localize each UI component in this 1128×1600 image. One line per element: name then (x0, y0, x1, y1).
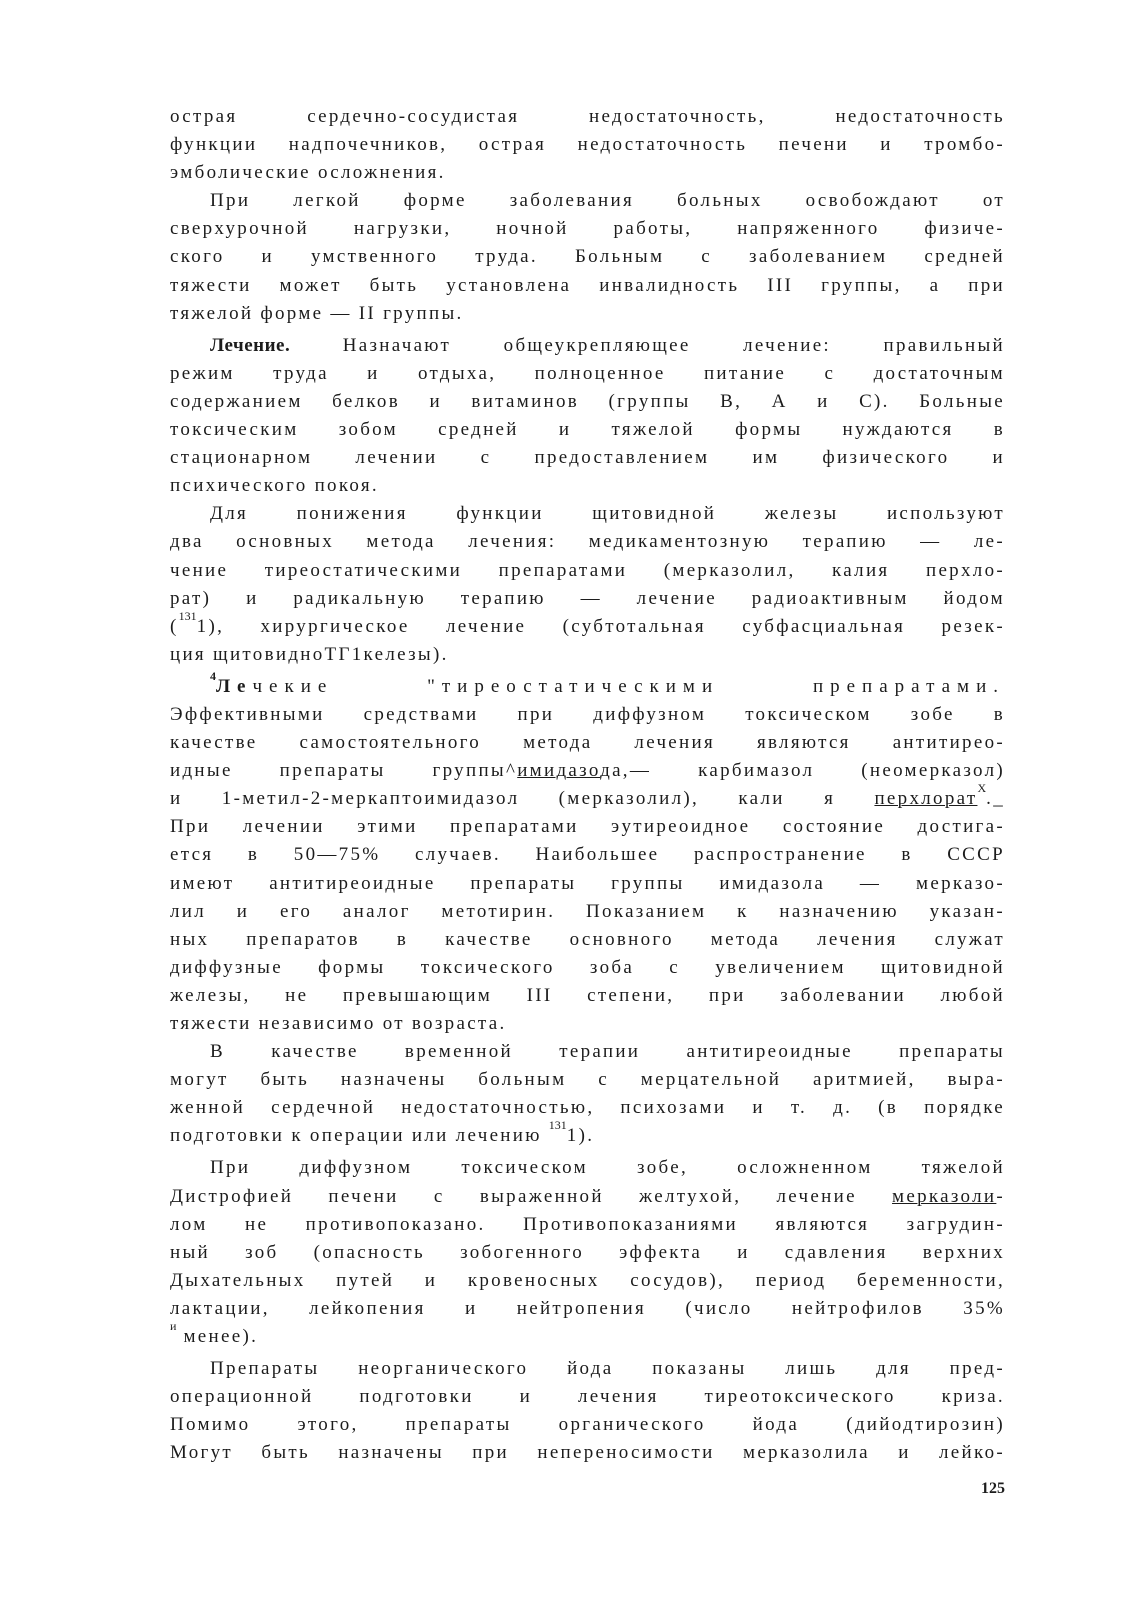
text-line: тяжести может быть установлена инвалидность III группы, а при (170, 274, 1005, 296)
text-line: психического покоя. (170, 475, 379, 497)
superscript: 131 (178, 608, 197, 623)
text-line: женной сердечной недостаточностью, психозами и т. д. (в порядке (170, 1097, 1005, 1119)
text-line: два основных метода лечения: медикаментозную терапию — ле- (170, 531, 1005, 553)
text-line: ского и умственного труда. Больным с заболеванием средней (170, 246, 1005, 268)
text-line: лом не противопоказано. Противопоказаниями являются загрудин- (170, 1213, 1005, 1235)
text-line: стационарном лечении с предоставлением им физического и (170, 447, 1005, 469)
text-line: При лечении этими препаратами эутиреоидное состояние достига- (170, 816, 1005, 838)
text-line: Дыхательных путей и кровеносных сосудов), период беременности, (170, 1269, 1005, 1291)
text-line (170, 757, 1005, 785)
text-line (170, 781, 1005, 813)
text-line: лил и его аналог метотирин. Показанием к назначению указан- (170, 900, 1005, 922)
text-line: чение тиреостатическими препаратами (мерказолил, калия перхло- (170, 559, 1005, 581)
section-heading: Лечение. (210, 334, 291, 356)
text-line: режим труда и отдыха, полноценное питание с достаточным (170, 362, 1005, 384)
text-line: Препараты неорганического йода показаны лишь для пред- (210, 1358, 1005, 1380)
text-line: содержанием белков и витаминов (группы В, А и С). Больные (170, 390, 1005, 412)
text-run: чекие "тиреостатическими препаратами. (252, 675, 1005, 697)
underlined-text: перхлорат (874, 788, 978, 810)
text-line: могут быть назначены больным с мерцательной аритмией, выра- (170, 1069, 1005, 1091)
text-line: ный зоб (опасность зобогенного эффекта и сдавления верхних (170, 1241, 1005, 1263)
text-line: Эффективными средствами при диффузном токсическом зобе в (170, 703, 1005, 725)
text-line: ция щитовидноТГ1келезы). (170, 643, 449, 665)
underlined-text: имидазо (517, 760, 601, 782)
text-line: Помимо этого, препараты органического йода (дийодтирозин) (170, 1414, 1005, 1436)
text-run: 1), хирургическое лечение (субтотальная субфасциальная резек- (196, 615, 1005, 637)
text-line: Могут быть назначены при непереносимости мерказолила и лейко- (170, 1442, 1005, 1464)
text-run: Назначают общеукрепляющее лечение: правильный (342, 334, 1005, 356)
text-run: 1). (566, 1125, 595, 1147)
text-line (170, 1183, 1005, 1211)
text-line (170, 668, 1005, 701)
underlined-text: мерказоли (892, 1185, 997, 1207)
text-line: При диффузном токсическом зобе, осложненном тяжелой (210, 1157, 1005, 1179)
section-heading: Ле (216, 675, 253, 697)
text-line: имеют антитиреоидные препараты группы имидазола — мерказо- (170, 872, 1005, 894)
text-run: идные препараты группы^ (170, 760, 518, 782)
text-run: - (996, 1185, 1005, 1207)
text-run: подготовки к операции или лечению (170, 1125, 549, 1147)
text-line: рат) и радикальную терапию — лечение радиоактивным йодом (170, 587, 1005, 609)
text-line: функции надпочечников, острая недостаточность печени и тромбо- (170, 134, 1005, 156)
text-line: операционной подготовки и лечения тиреотоксического криза. (170, 1386, 1005, 1408)
text-line (170, 608, 1005, 641)
text-line (170, 1118, 1005, 1150)
text-run: и 1-метил-2-меркаптоимидазол (мерказолил), кали я (170, 788, 875, 810)
text-line: железы, не превышающим III степени, при заболевании любой (170, 984, 1005, 1006)
text-line: ется в 50—75% случаев. Наибольшее распространение в СССР (170, 844, 1005, 866)
text-line: ных препаратов в качестве основного метода лечения служат (170, 928, 1005, 950)
superscript: и (170, 1319, 177, 1334)
text-line: тяжелой форме — II группы. (170, 302, 464, 324)
text-run: ._ (986, 788, 1005, 810)
superscript: 131 (548, 1118, 567, 1133)
page-body (170, 103, 1005, 1468)
text-line: Для понижения функции щитовидной железы используют (210, 503, 1005, 525)
text-line: токсическим зобом средней и тяжелой формы нуждаются в (170, 419, 1005, 441)
text-line: сверхурочной нагрузки, ночной работы, напряженного физиче- (170, 218, 1005, 240)
superscript: X (977, 781, 987, 796)
text-line (170, 332, 1005, 360)
superscript: 4 (210, 668, 216, 683)
text-line: эмболические осложнения. (170, 162, 446, 184)
page-number: 125 (981, 1480, 1005, 1497)
text-line: В качестве временной терапии антитиреоидные препараты (210, 1041, 1005, 1063)
text-line: острая сердечно-сосудистая недостаточность, недостаточность (170, 106, 1005, 127)
text-line (170, 1319, 1005, 1351)
text-run: ( (170, 615, 179, 637)
text-line: При легкой форме заболевания больных освобождают от (210, 190, 1005, 212)
text-run: менее). (183, 1326, 259, 1348)
text-line: тяжести независимо от возраста. (170, 1013, 507, 1034)
text-line: диффузные формы токсического зоба с увеличением щитовидной (170, 956, 1005, 978)
text-run: Дистрофией печени с выраженной желтухой, лечение (170, 1185, 893, 1207)
text-run: да,— карбимазол (неомерказол) (600, 760, 1005, 782)
text-line: качестве самостоятельного метода лечения являются антитирео- (170, 732, 1005, 754)
text-line: лактации, лейкопения и нейтропения (число нейтрофилов 35% (170, 1297, 1005, 1319)
